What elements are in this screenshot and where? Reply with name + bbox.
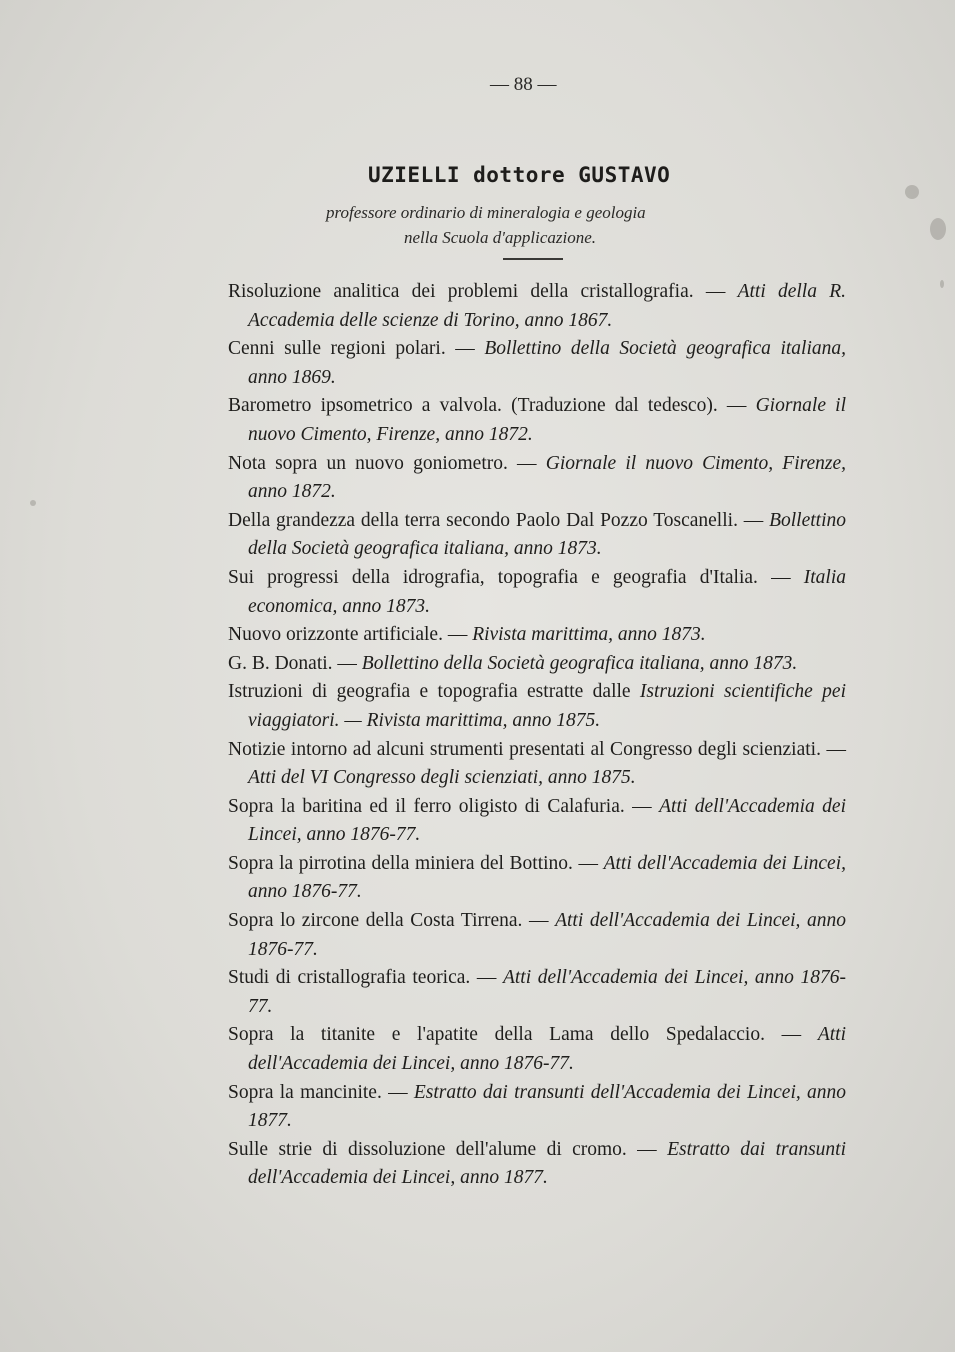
entry-source: Bollettino della Società geografica italiana, anno 1873. xyxy=(248,509,846,560)
entry-title: Nota sopra un nuovo goniometro. — xyxy=(228,452,537,474)
bibliography-entry xyxy=(228,907,846,964)
entry-title: Della grandezza della terra secondo Paolo Dal Pozzo Toscanelli. — xyxy=(228,509,764,531)
bibliography-entry xyxy=(228,850,846,907)
entry-source: Atti del VI Congresso degli scienziati, anno 1875. xyxy=(248,767,636,789)
page-number: — 88 — xyxy=(490,74,557,95)
print-speck xyxy=(905,185,919,199)
entry-title: G. B. Donati. — xyxy=(228,652,357,674)
affiliation-line-1: professore ordinario di mineralogia e geologia xyxy=(326,203,646,222)
entry-title: Barometro ipsometrico a valvola. (Traduzione dal tedesco). — xyxy=(228,395,747,417)
entry-title: Studi di cristallografia teorica. — xyxy=(228,967,497,989)
entry-title: Nuovo orizzonte artificiale. — xyxy=(228,624,468,646)
bibliography-entry xyxy=(228,392,846,449)
entry-source: Atti dell'Accademia dei Lincei, anno 1876-77. xyxy=(248,1024,846,1075)
bibliography-entry xyxy=(228,793,846,850)
author-heading: UZIELLI dottore GUSTAVO xyxy=(368,163,671,187)
print-speck xyxy=(940,280,944,288)
entry-source: Atti dell'Accademia dei Lincei, anno 1876-77. xyxy=(248,852,847,903)
bibliography-entry xyxy=(228,650,846,679)
entry-source: Estratto dai transunti dell'Accademia dei Lincei, anno 1877. xyxy=(248,1081,846,1132)
bibliography-entry xyxy=(228,736,846,793)
entry-source: Atti della R. Accademia delle scienze di Torino, anno 1867. xyxy=(248,281,846,331)
entry-title: Notizie intorno ad alcuni strumenti presentati al Congresso degli scienziati. — xyxy=(228,738,846,760)
entry-source: Atti dell'Accademia dei Lincei, anno 1876-77. xyxy=(248,967,847,1017)
entry-source: Giornale il nuovo Cimento, Firenze, anno 1872. xyxy=(248,395,847,445)
entry-title: Risoluzione analitica dei problemi della cristallografia. — xyxy=(228,281,726,302)
entry-title: Sopra la pirrotina della miniera del Bottino. — xyxy=(228,852,598,874)
entry-title: Sui progressi della idrografia, topografia e geografia d'Italia. — xyxy=(228,566,791,588)
affiliation-line-2: nella Scuola d'applicazione. xyxy=(404,228,597,247)
entry-title: Sopra la titanite e l'apatite della Lama dello Spedalaccio. — xyxy=(228,1024,802,1046)
bibliography-list xyxy=(228,278,846,1193)
entry-source: Giornale il nuovo Cimento, Firenze, anno 1872. xyxy=(248,452,847,503)
bibliography-entry xyxy=(228,507,846,564)
entry-source: Estratto dai transunti dell'Accademia dei Lincei, anno 1877. xyxy=(248,1138,846,1189)
bibliography-entry xyxy=(228,335,846,392)
bibliography-entry xyxy=(228,964,846,1021)
bibliography-entry xyxy=(228,278,846,335)
bibliography-entry xyxy=(228,621,846,650)
print-speck xyxy=(930,218,946,240)
entry-title: Sopra la mancinite. — xyxy=(228,1081,408,1103)
print-speck xyxy=(30,500,36,506)
entry-title: Cenni sulle regioni polari. — xyxy=(228,338,475,360)
entry-source: Istruzioni scientifiche pei viaggiatori. — Rivista marittima, anno 1875. xyxy=(248,681,846,731)
entry-source: Bollettino della Società geografica italiana, anno 1869. xyxy=(248,338,846,388)
entry-source: Italia economica, anno 1873. xyxy=(248,566,846,617)
bibliography-entry xyxy=(228,1021,846,1078)
entry-title: Sopra la baritina ed il ferro oligisto di Calafuria. — xyxy=(228,795,652,817)
entry-title: Istruzioni di geografia e topografia estratte dalle xyxy=(228,681,631,703)
entry-source: Atti dell'Accademia dei Lincei, anno 1876-77. xyxy=(248,795,847,846)
bibliography-entry xyxy=(228,450,846,507)
entry-source: Atti dell'Accademia dei Lincei, anno 1876-77. xyxy=(248,910,847,960)
bibliography-entry xyxy=(228,1079,846,1136)
entry-title: Sopra lo zircone della Costa Tirrena. — xyxy=(228,910,549,932)
entry-title: Sulle strie di dissoluzione dell'alume di cromo. — xyxy=(228,1138,657,1160)
bibliography-entry xyxy=(228,564,846,621)
entry-source: Bollettino della Società geografica italiana, anno 1873. xyxy=(361,652,798,674)
bibliography-entry xyxy=(228,678,846,735)
entry-source: Rivista marittima, anno 1873. xyxy=(472,624,706,646)
divider-rule xyxy=(503,258,563,260)
bibliography-entry xyxy=(228,1136,846,1193)
